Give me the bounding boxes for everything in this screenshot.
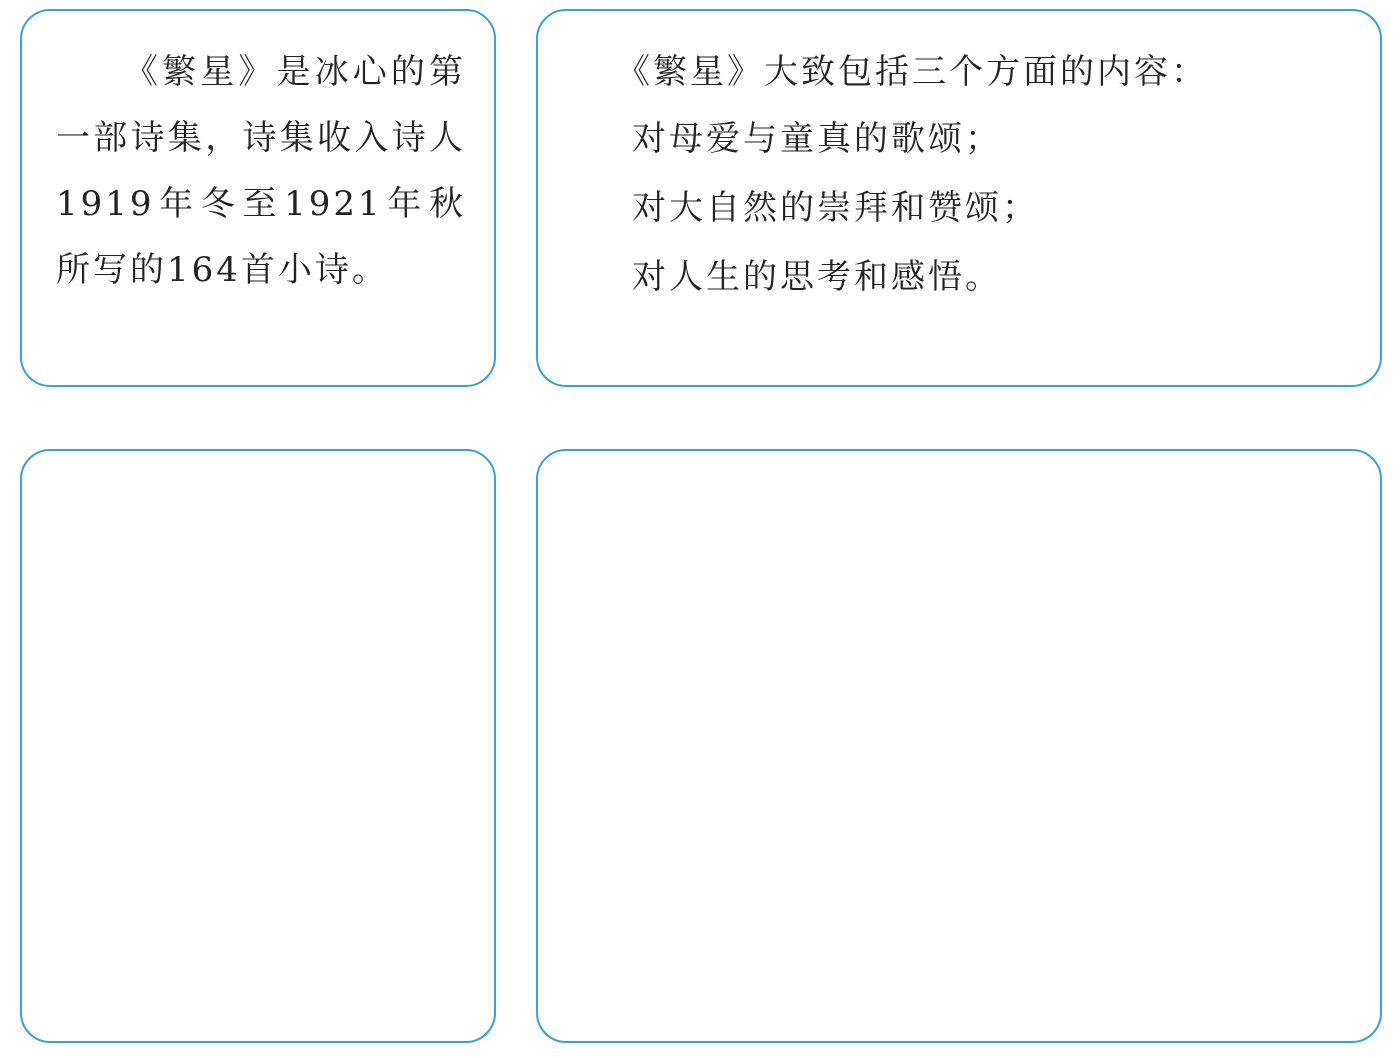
contents-lead-text: 《繁星》大致包括三个方面的内容： bbox=[616, 52, 1208, 92]
blank-card-right bbox=[536, 449, 1382, 1043]
contents-item-life: 对人生的思考和感悟。 bbox=[632, 257, 1002, 297]
contents-item-nature: 对大自然的崇拜和赞颂； bbox=[632, 188, 1039, 228]
contents-item-mother-love: 对母爱与童真的歌颂； bbox=[632, 119, 1002, 159]
contents-list bbox=[632, 105, 1039, 312]
blank-card-left bbox=[20, 449, 496, 1043]
intro-card bbox=[20, 9, 496, 387]
contents-card bbox=[536, 9, 1382, 387]
intro-text: 《繁星》是冰心的第一部诗集，诗集收入诗人1919年冬至1921年秋所写的164首小诗。 bbox=[56, 52, 466, 290]
